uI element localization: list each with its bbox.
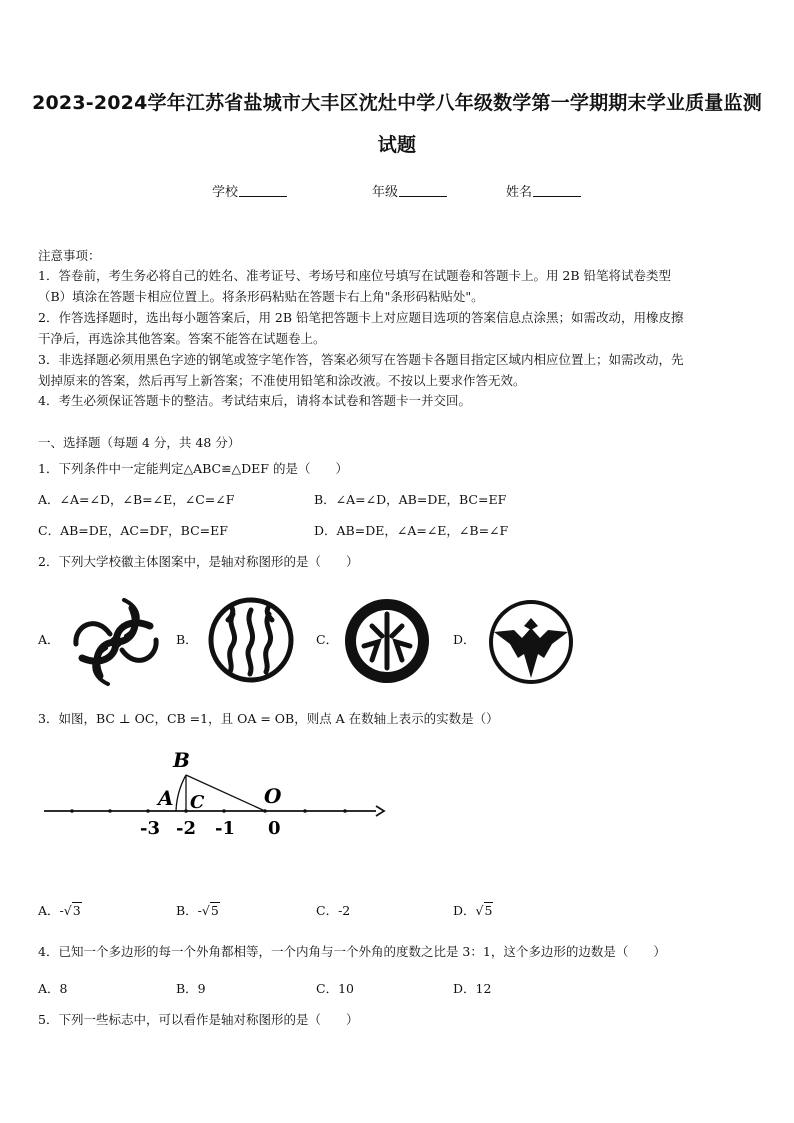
sqrt-icon: √	[63, 903, 72, 918]
q3-option-d-radicand: 5	[484, 903, 493, 918]
tick-label-zero: 0	[268, 818, 281, 839]
notice-heading: 注意事项：	[38, 248, 101, 263]
point-o-label: O	[264, 784, 282, 808]
swirl-logo-icon	[70, 596, 162, 688]
notice-line: 4．考生必须保证答题卡的整洁。考试结束后，请将本试卷和答题卡一并交回。	[38, 393, 471, 408]
q4-option-d: D．12	[453, 981, 492, 996]
q1-option-d: D．AB=DE，∠A=∠E，∠B=∠F	[314, 523, 509, 538]
grade-label: 年级	[372, 185, 399, 200]
exam-title-line2: 试题	[377, 134, 417, 156]
point-a-label: A	[158, 786, 174, 810]
q2-option-b: B．	[176, 632, 198, 647]
notice-line: 划掉原来的答案，然后再写上新答案；不准使用铅笔和涂改液。不按以上要求作答无效。	[38, 373, 526, 388]
tick-label-neg3: -3	[140, 818, 160, 839]
point-b-label: B	[173, 748, 190, 772]
q4-option-c: C．10	[316, 981, 354, 996]
q3-option-d	[453, 901, 493, 919]
sqrt-icon: √	[475, 903, 484, 918]
q4-stem: 4．已知一个多边形的每一个外角都相等，一个内角与一个外角的度数之比是 3：1，这个多边形的边数是（ ）	[38, 944, 666, 959]
q1-option-c: C．AB=DE，AC=DF，BC=EF	[38, 523, 228, 538]
wave-emblem-icon	[206, 596, 296, 684]
school-label: 学校	[212, 185, 239, 200]
q3-stem: 3．如图，BC ⊥ OC，CB =1，且 OA = OB，则点 A 在数轴上表示的实数是（）	[38, 711, 499, 726]
q3-option-c: C．-2	[316, 903, 351, 918]
grade-blank	[399, 184, 447, 197]
q2-option-a: A．	[38, 632, 60, 647]
q3-option-a-prefix: A．-	[38, 903, 64, 918]
q3-option-a-radicand: 3	[72, 903, 81, 918]
tick-label-neg1: -1	[215, 818, 235, 839]
q2-option-c: C．	[316, 632, 339, 647]
q3-option-b	[176, 901, 220, 919]
name-blank	[533, 184, 581, 197]
school-field	[212, 181, 287, 200]
q4-option-a: A．8	[38, 981, 68, 996]
notice-line: 3．非选择题必须用黑色字迹的钢笔或签字笔作答，答案必须写在答题卡各题目指定区域内相应位置上；如需改动，先	[38, 352, 684, 367]
notice-line: 2．作答选择题时，选出每小题答案后，用 2B 铅笔把答题卡上对应题目选项的答案信息点涂黑；如需改动，用橡皮擦	[38, 310, 684, 325]
q3-option-a	[38, 901, 82, 919]
q1-option-a: A．∠A=∠D，∠B=∠E，∠C=∠F	[38, 492, 235, 507]
tick-label-neg2: -2	[176, 818, 196, 839]
q1-option-b: B．∠A=∠D，AB=DE，BC=EF	[314, 492, 507, 507]
q3-option-b-prefix: B．-	[176, 903, 202, 918]
number-line-figure	[40, 745, 390, 840]
seal-emblem-icon	[342, 596, 432, 686]
section-heading: 一、选择题（每题 4 分，共 48 分）	[38, 435, 241, 450]
q1-stem: 1．下列条件中一定能判定△ABC≌△DEF 的是（ ）	[38, 461, 348, 476]
q2-stem: 2．下列大学校徽主体图案中，是轴对称图形的是（ ）	[38, 554, 359, 569]
point-c-label: C	[190, 792, 205, 813]
eagle-emblem-icon	[486, 598, 576, 686]
q3-option-b-radicand: 5	[210, 903, 219, 918]
notice-line: 1．答卷前，考生务必将自己的姓名、准考证号、考场号和座位号填写在试题卷和答题卡上。用 2B 铅笔将试卷类型	[38, 268, 672, 283]
school-blank	[239, 184, 287, 197]
name-field	[506, 181, 581, 200]
exam-title-line1: 2023-2024学年江苏省盐城市大丰区沈灶中学八年级数学第一学期期末学业质量监测	[32, 92, 762, 114]
grade-field	[372, 181, 447, 200]
q5-stem: 5．下列一些标志中，可以看作是轴对称图形的是（ ）	[38, 1012, 359, 1027]
q2-option-d: D．	[453, 632, 476, 647]
q4-option-b: B．9	[176, 981, 206, 996]
name-label: 姓名	[506, 185, 533, 200]
q3-option-d-prefix: D．	[453, 903, 476, 918]
notice-line: （B）填涂在答题卡相应位置上。将条形码粘贴在答题卡右上角"条形码粘贴处"。	[38, 289, 484, 304]
notice-line: 干净后，再选涂其他答案。答案不能答在试题卷上。	[38, 331, 326, 346]
sqrt-icon: √	[201, 903, 210, 918]
